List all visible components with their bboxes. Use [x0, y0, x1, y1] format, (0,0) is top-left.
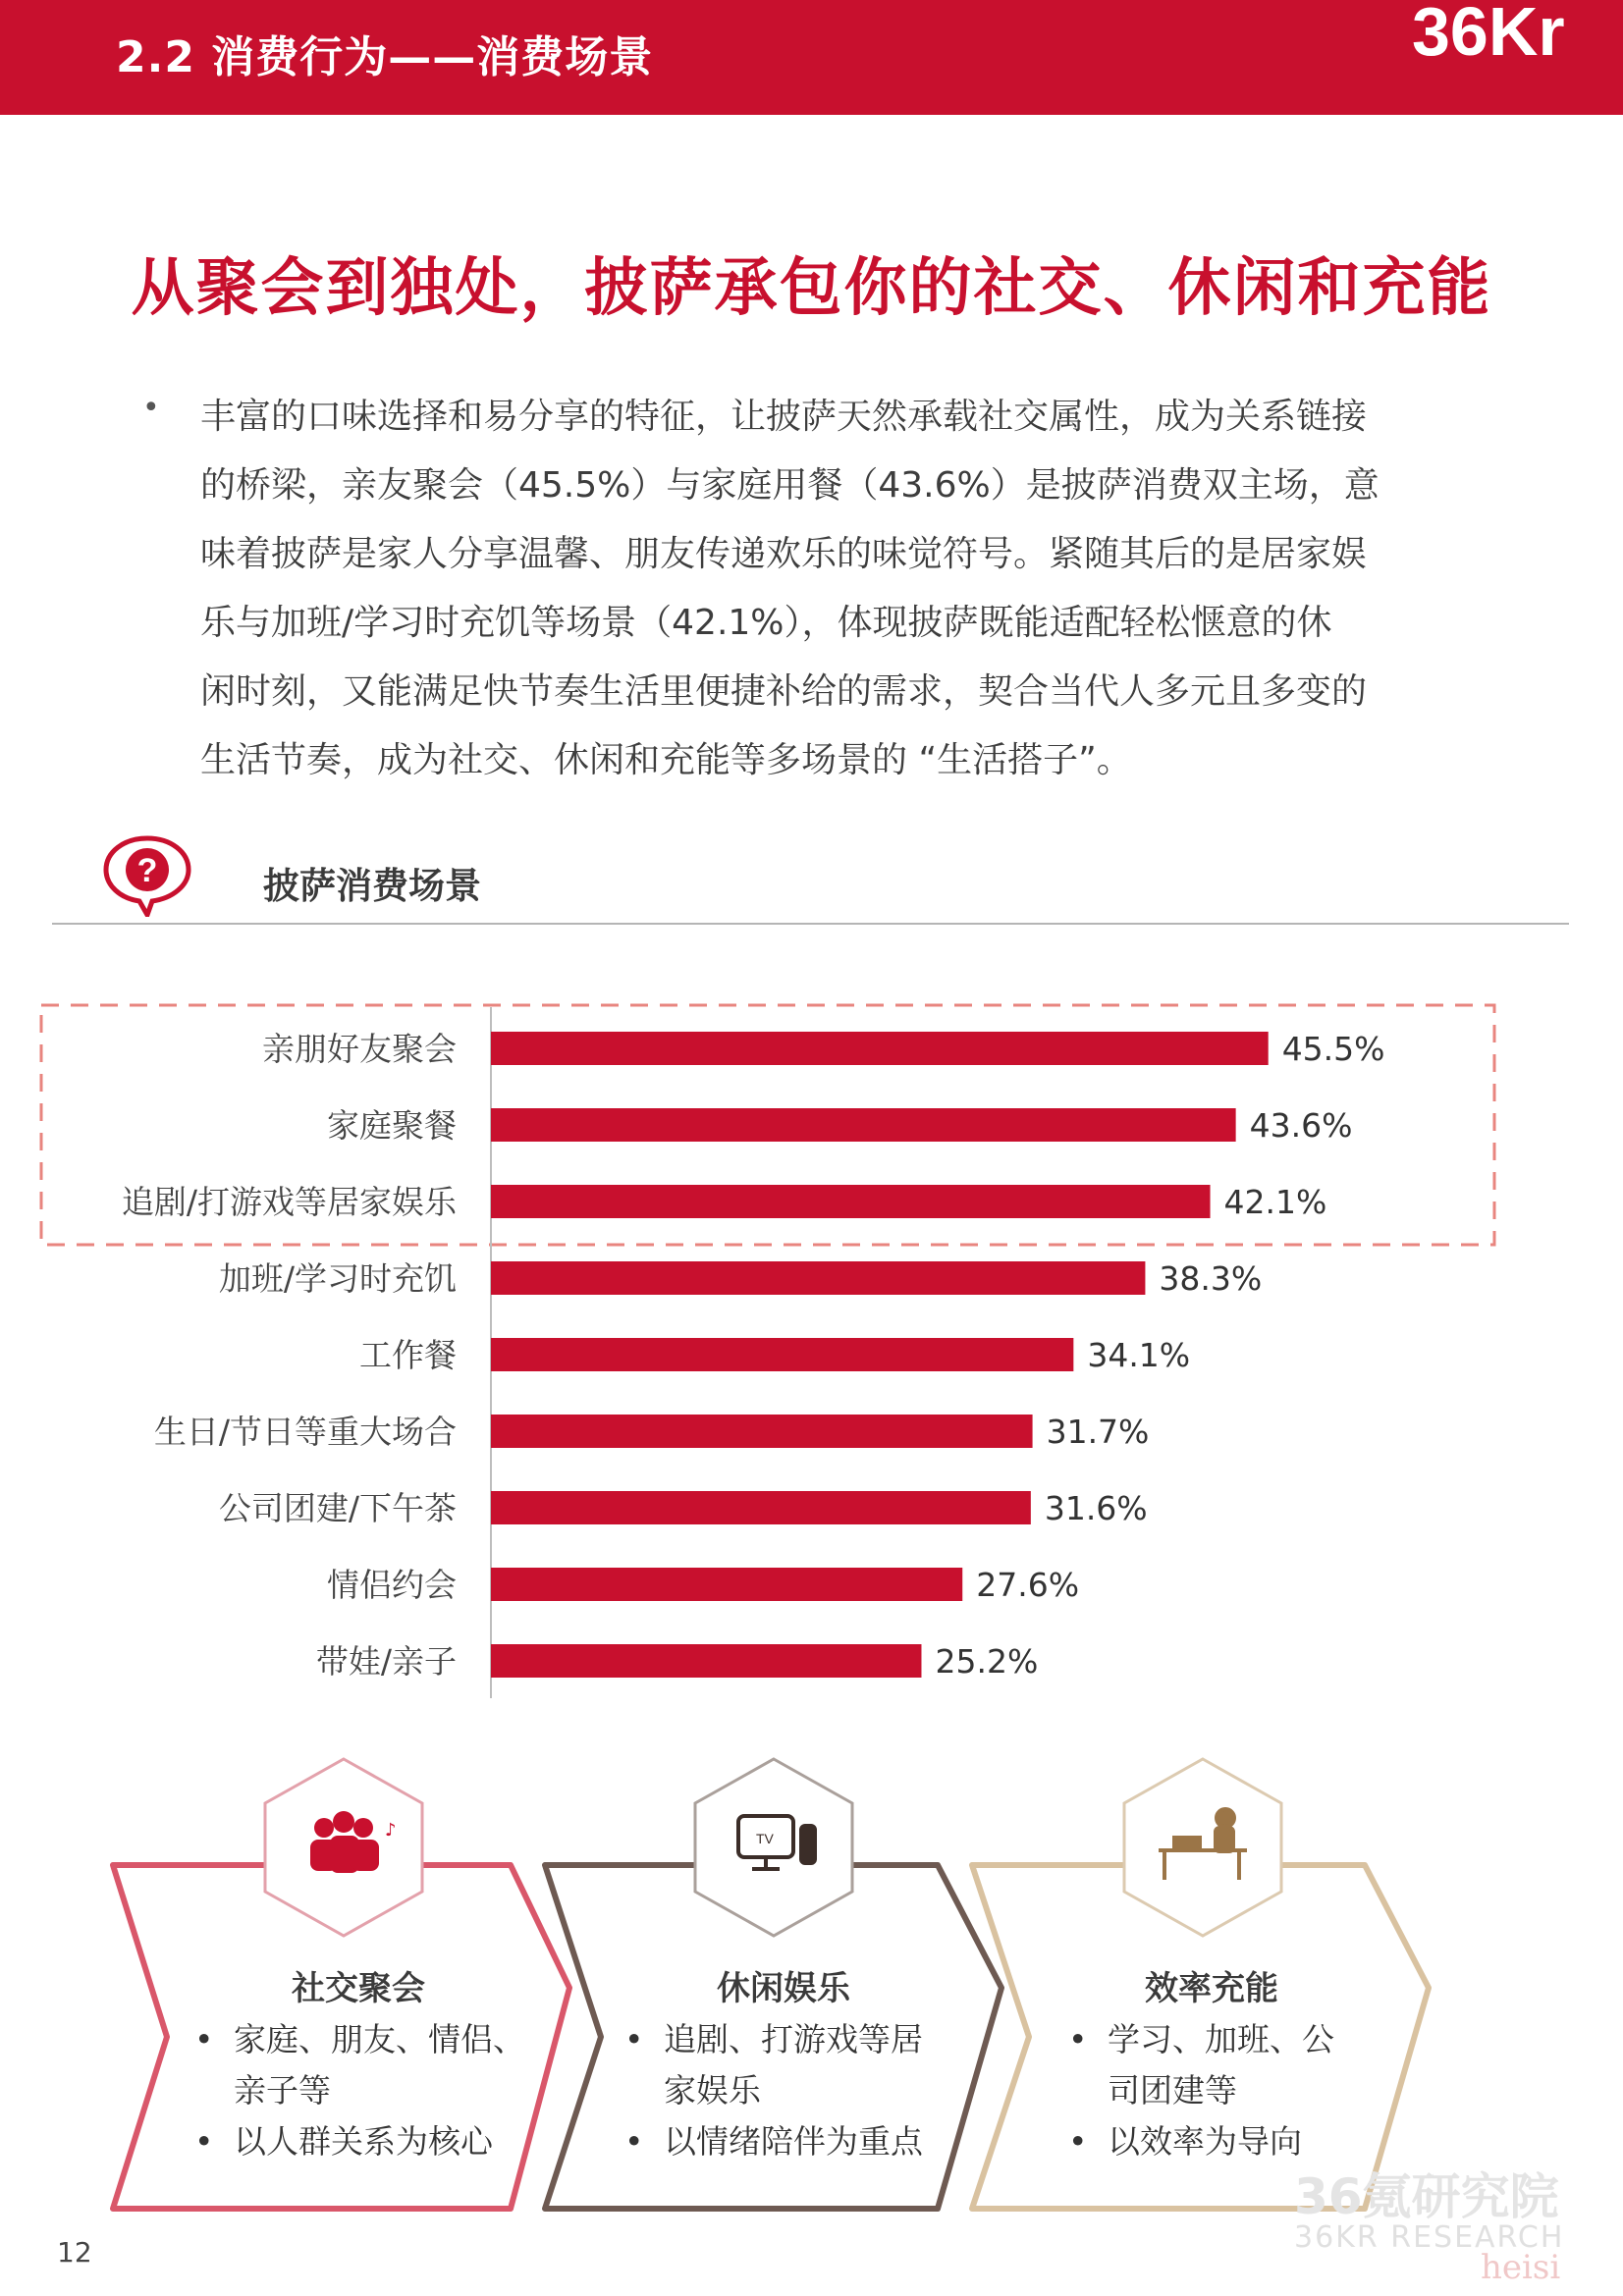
bar: [491, 1185, 1211, 1218]
card-title-social: 社交聚会: [292, 1969, 425, 2008]
card-title-leisure: 休闲娱乐: [717, 1969, 850, 2008]
category-label: 加班/学习时充饥: [218, 1259, 457, 1298]
bar: [491, 1491, 1031, 1524]
card-line: 以效率为导向: [1108, 2122, 1302, 2161]
watermark-en: 36KR RESEARCH: [1294, 2220, 1565, 2255]
paragraph-line: 味着披萨是家人分享温馨、朋友传递欢乐的味觉符号。紧随其后的是居家娱: [200, 534, 1368, 574]
category-label: 亲朋好友聚会: [262, 1030, 457, 1068]
paragraph-line: 丰富的口味选择和易分享的特征，让披萨天然承载社交属性，成为关系链接: [200, 397, 1368, 437]
page-headline: 从聚会到独处，披萨承包你的社交、休闲和充能: [131, 252, 1492, 325]
value-label: 42.1%: [1223, 1183, 1327, 1221]
card-bullet: •: [624, 2020, 644, 2058]
svg-text:TV: TV: [756, 1831, 774, 1846]
value-label: 25.2%: [935, 1642, 1039, 1681]
chart-svg: [0, 991, 1623, 1698]
card-bullet: •: [1068, 2020, 1088, 2058]
card-line: 家娱乐: [664, 2071, 761, 2109]
card-line: 以情绪陪伴为重点: [664, 2122, 923, 2161]
bar: [491, 1568, 962, 1601]
chart-title: 披萨消费场景: [263, 865, 481, 907]
bar: [491, 1261, 1145, 1295]
value-label: 38.3%: [1159, 1259, 1263, 1298]
card-bullet: •: [194, 2122, 214, 2161]
category-label: 追剧/打游戏等居家娱乐: [121, 1183, 457, 1221]
bar: [491, 1032, 1269, 1065]
card-line: 以人群关系为核心: [234, 2122, 493, 2161]
bar: [491, 1338, 1073, 1371]
header-bar: [0, 0, 1623, 115]
card-bullet: •: [194, 2020, 214, 2058]
watermark-handle: heisi: [1481, 2248, 1561, 2287]
category-label: 公司团建/下午茶: [218, 1489, 457, 1527]
card-title-efficiency: 效率充能: [1145, 1969, 1278, 2008]
category-label: 带娃/亲子: [315, 1642, 457, 1681]
category-label: 情侣约会: [327, 1566, 457, 1604]
card-line: 学习、加班、公: [1108, 2020, 1334, 2058]
svg-text:?: ?: [136, 852, 158, 889]
value-label: 27.6%: [976, 1566, 1080, 1604]
bar: [491, 1415, 1033, 1448]
question-mark-speech-icon: [98, 832, 196, 917]
category-label: 家庭聚餐: [327, 1106, 457, 1145]
value-label: 31.6%: [1044, 1489, 1148, 1527]
category-label: 工作餐: [359, 1336, 457, 1374]
card-line: 亲子等: [234, 2071, 331, 2109]
bar: [491, 1108, 1236, 1142]
intro-paragraph: [200, 383, 1477, 795]
section-title: 2.2 消费行为——消费场景: [116, 32, 654, 82]
paragraph-line: 乐与加班/学习时充饥等场景（42.1%），体现披萨既能适配轻松惬意的休: [200, 603, 1332, 643]
36kr-logo: [1404, 0, 1623, 115]
value-label: 45.5%: [1281, 1030, 1385, 1068]
paragraph-line: 的桥梁，亲友聚会（45.5%）与家庭用餐（43.6%）是披萨消费双主场，意: [200, 465, 1380, 506]
card-bullet: •: [1068, 2122, 1088, 2161]
card-bullet: •: [624, 2122, 644, 2161]
logo-text: 36Kr: [1412, 0, 1565, 70]
bar: [491, 1644, 921, 1678]
value-label: 31.7%: [1046, 1413, 1150, 1451]
card-line: 追剧、打游戏等居: [664, 2020, 923, 2058]
value-label: 43.6%: [1249, 1106, 1353, 1145]
svg-text:♪: ♪: [385, 1820, 397, 1841]
card-line: 司团建等: [1108, 2071, 1237, 2109]
bar-chart: [0, 991, 1623, 1698]
paragraph-bullet: •: [142, 391, 160, 425]
page-number: 12: [57, 2236, 92, 2269]
watermark-cn: 36氪研究院: [1294, 2168, 1559, 2225]
paragraph-line: 闲时刻，又能满足快节奏生活里便捷补给的需求，契合当代人多元且多变的: [200, 671, 1368, 712]
value-label: 34.1%: [1087, 1336, 1191, 1374]
category-label: 生日/节日等重大场合: [153, 1413, 457, 1451]
paragraph-line: 生活节奏，成为社交、休闲和充能等多场景的 “生活搭子”。: [200, 740, 1132, 780]
section-divider: [52, 923, 1569, 925]
card-line: 家庭、朋友、情侣、: [234, 2020, 525, 2058]
